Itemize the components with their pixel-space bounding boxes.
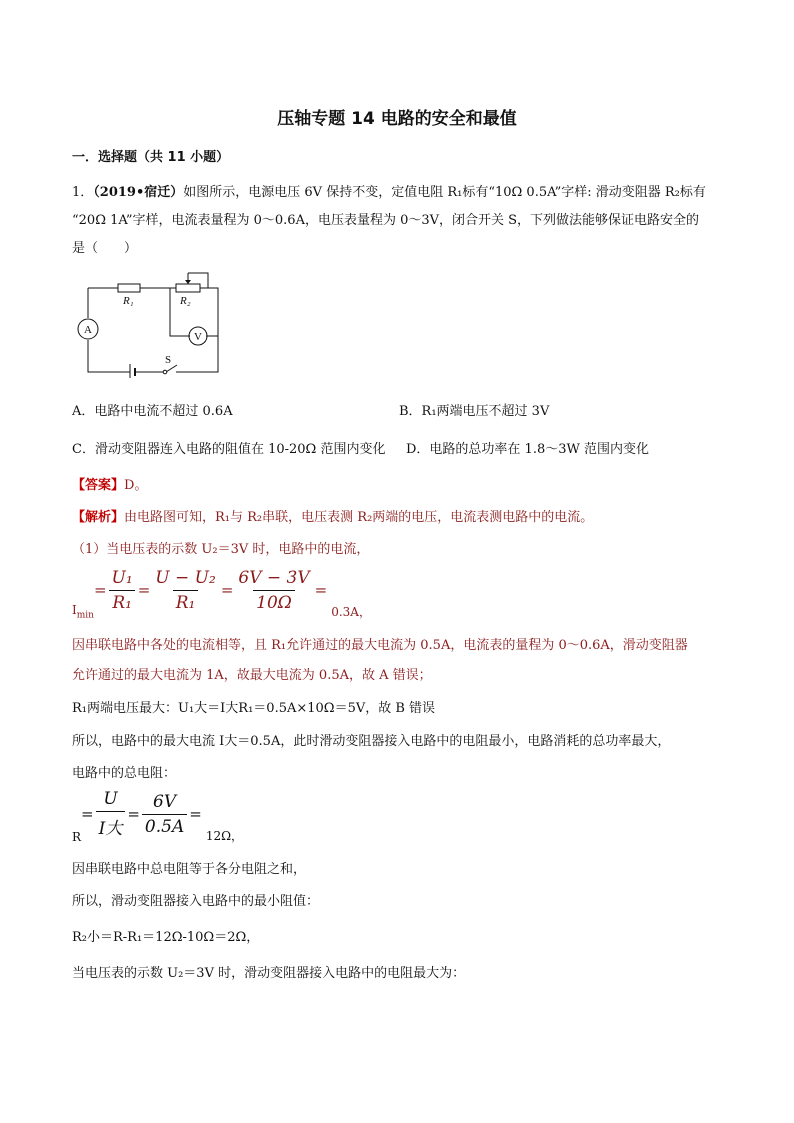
r2-label: R₂ [180,295,191,307]
answer-tag: 【答案】 [72,478,125,493]
circuit-diagram [76,268,226,378]
eq1-lhs: $I_{min}$ [72,602,94,620]
switch-label: S [165,354,172,366]
section-heading: 一．选择题（共 11 小题） [72,150,230,165]
eq2-frac-2: $\frac{6V}{0.5A}$ [142,792,187,837]
r1-label: R₁ [123,295,134,307]
eq1-result: 0.3A， [331,605,371,619]
equation-total-resistance: R = $\frac{U}{\text{I大}}$ = $\frac{6V}{0.5A}$ = 12Ω， [72,789,244,844]
analysis-line-c: R₁两端电压最大：U₁大＝I大R₁＝0.5A×10Ω＝5V，故 B 错误 [72,701,436,716]
resistor-r2 [176,284,200,292]
equation-current-min: $I_{min}$ = $\frac{\text{U₁}}{\text{R₁}}$ = $\frac{\text{U − U₂}}{\text{R₁}}$ = $\frac{6V - 3V}{10\Omega}$ = 0.3A， [72,567,371,620]
slider-arrow-head [185,280,191,284]
analysis-line [72,506,593,525]
question-number: 1． [72,185,94,200]
option-d: D．电路的总功率在 1.8～3W 范围内变化 [406,442,649,457]
ammeter-label: A [84,324,92,336]
analysis-step-1: （1）当电压表的示数 U₂＝3V 时，电路中的电流， [72,542,370,557]
question-stem-1: 如图所示，电源电压 6V 保持不变，定值电阻 R₁标有“10Ω 0.5A”字样: 滑动变阻器 R₂标有 [183,185,706,200]
analysis-line-d: 所以，电路中的最大电流 I大＝0.5A，此时滑动变阻器接入电路中的电阻最小，电路消耗的总功率最大， [72,734,671,749]
question-line-1 [72,181,706,200]
question-stem-3: 是（ ） [72,241,138,256]
eq1-frac-2: $\frac{\text{U − U₂}}{\text{R₁}}$ [155,567,216,613]
answer-line [72,474,147,493]
eq2-result: 12Ω， [205,829,244,843]
option-b: B．R₁两端电压不超过 3V [399,404,550,419]
analysis-text: 由电路图可知，R₁与 R₂串联，电压表测 R₂两端的电压，电流表测电路中的电流。 [124,510,594,525]
eq2-frac-1: $\frac{U}{\text{I大}}$ [96,789,126,839]
eq2-lhs: R [72,830,82,844]
eq1-frac-3: $\frac{6V - 3V}{10\Omega}$ [238,567,310,613]
answer-text: D。 [124,478,148,493]
question-stem-2: “20Ω 1A”字样，电流表量程为 0～0.6A，电压表量程为 0～3V，闭合开关 S，下列做法能够保证电路安全的 [72,213,700,228]
switch-contact [163,370,167,374]
analysis-line-b: 允许通过的最大电流为 1A，故最大电流为 0.5A，故 A 错误； [72,668,432,683]
analysis-line-i: 当电压表的示数 U₂＝3V 时，滑动变阻器接入电路中的电阻最大为： [72,966,466,981]
page-title: 压轴专题 14 电路的安全和最值 [277,109,517,129]
analysis-tag: 【解析】 [72,510,125,525]
resistor-r1 [118,284,140,292]
wire-left-bottom [88,340,124,372]
voltmeter-label: V [194,331,202,343]
switch-blade [166,365,177,372]
analysis-line-e: 电路中的总电阻： [72,766,177,781]
analysis-line-f: 因串联电路中总电阻等于各分电阻之和， [72,862,307,877]
slider-wire [188,273,208,288]
analysis-line-g: 所以，滑动变阻器接入电路中的最小阻值： [72,894,320,909]
option-c: C．滑动变阻器连入电路的阻值在 10-20Ω 范围内变化 [72,442,386,457]
analysis-line-h: R₂小＝R-R₁＝12Ω-10Ω＝2Ω， [72,930,260,945]
analysis-line-a: 因串联电路中各处的电流相等，且 R₁允许通过的最大电流为 0.5A，电流表的量程为 0～0.6A，滑动变阻器 [72,638,688,653]
option-a: A．电路中电流不超过 0.6A [72,404,233,419]
question-source: （2019•宿迁） [93,185,184,200]
eq1-frac-1: $\frac{\text{U₁}}{\text{R₁}}$ [109,568,136,613]
